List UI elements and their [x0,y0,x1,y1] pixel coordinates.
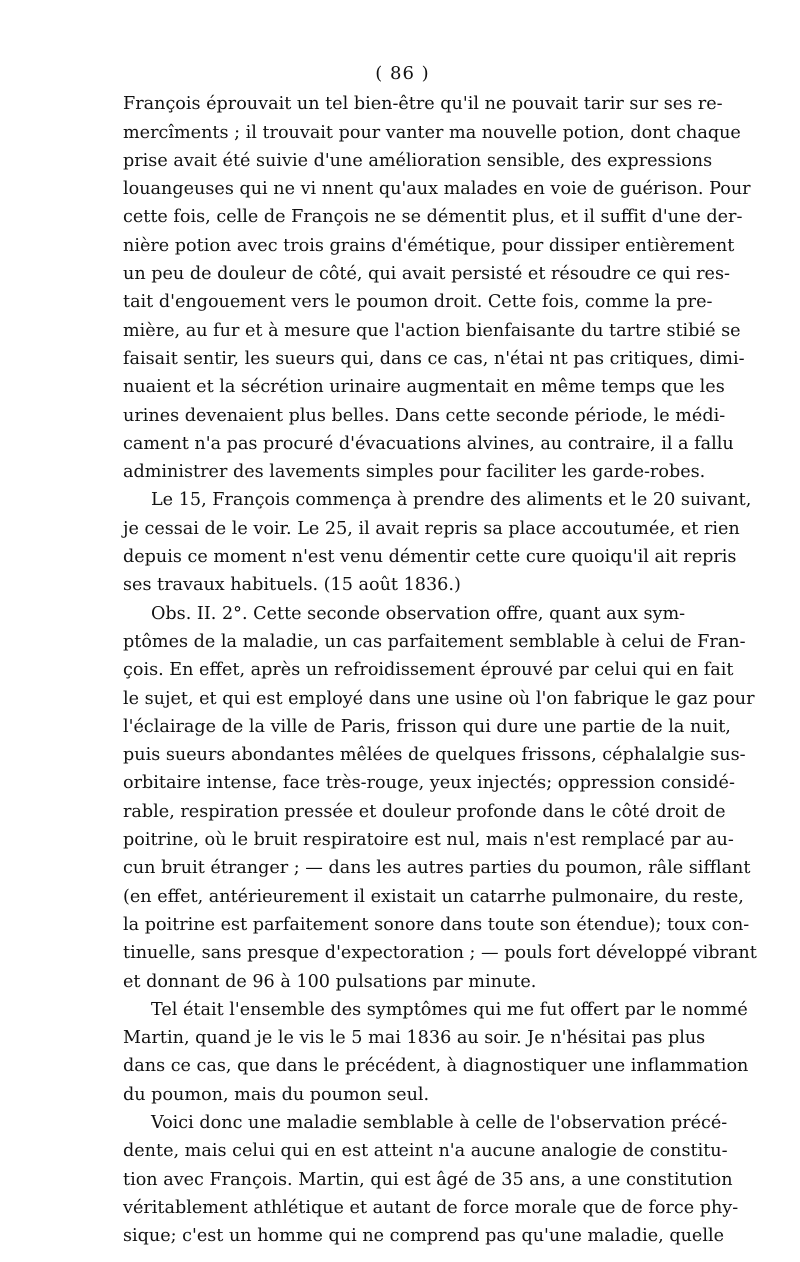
text-line: poitrine, où le bruit respiratoire est nul, mais n'est remplacé par au- [123,830,734,851]
text-line: tion avec François. Martin, qui est âgé de 35 ans, a une constitution [123,1169,733,1190]
text-line: (en effet, antérieurement il existait un catarrhe pulmonaire, du reste, [123,886,744,907]
text-line: ptômes de la maladie, un cas parfaitement semblable à celui de Fran- [123,631,746,652]
text-line: tait d'engouement vers le poumon droit. Cette fois, comme la pre- [123,292,713,313]
text-line: dente, mais celui qui en est atteint n'a aucune analogie de constitu- [123,1141,728,1162]
text-line: l'éclairage de la ville de Paris, frisson qui dure une partie de la nuit, [123,716,731,737]
page-body [123,90,757,1250]
text-line: mière, au fur et à mesure que l'action bienfaisante du tartre stibié se [123,320,741,341]
paragraph [123,90,751,486]
text-line: tinuelle, sans presque d'expectoration ; — pouls fort développé vibrant [123,943,757,964]
text-line: François éprouvait un tel bien-être qu'il ne pouvait tarir sur ses re- [123,94,723,115]
text-line: véritablement athlétique et autant de force morale que de force phy- [123,1197,739,1218]
paragraph [123,486,752,599]
text-line: puis sueurs abondantes mêlées de quelques frissons, céphalalgie sus- [123,745,746,766]
paragraph [123,1109,739,1250]
text-line: louangeuses qui ne vi nnent qu'aux malades en voie de guérison. Pour [123,179,751,200]
text-line: cette fois, celle de François ne se démentit plus, et il suffit d'une der- [123,207,743,228]
text-line: urines devenaient plus belles. Dans cette seconde période, le médi- [123,405,726,426]
text-line: faisait sentir, les sueurs qui, dans ce cas, n'étai nt pas critiques, dimi- [123,348,745,369]
text-line: administrer des lavements simples pour faciliter les garde-robes. [123,462,706,483]
text-line: ses travaux habituels. (15 août 1836.) [123,575,461,596]
book-page [123,60,757,1250]
text-line: Martin, quand je le vis le 5 mai 1836 au soir. Je n'hésitai pas plus [123,1028,706,1049]
text-line: nière potion avec trois grains d'émétique, pour dissiper entièrement [123,235,735,256]
text-line: Obs. II. 2°. Cette seconde observation offre, quant aux sym- [151,603,686,624]
text-line: dans ce cas, que dans le précédent, à diagnostiquer une inflammation [123,1056,749,1077]
text-line: sique; c'est un homme qui ne comprend pas qu'une maladie, quelle [123,1226,724,1247]
page-number: ( 86 ) [375,63,430,84]
text-line: cun bruit étranger ; — dans les autres parties du poumon, râle sifflant [123,858,751,879]
text-line: orbitaire intense, face très-rouge, yeux injectés; oppression considé- [123,773,735,794]
text-line: çois. En effet, après un refroidissement éprouvé par celui qui en fait [123,660,734,681]
text-line: cament n'a pas procuré d'évacuations alvines, au contraire, il a fallu [123,433,734,454]
text-line: Tel était l'ensemble des symptômes qui me fut offert par le nommé [151,999,748,1020]
text-line: Voici donc une maladie semblable à celle de l'observation précé- [151,1112,728,1133]
paragraph [123,996,749,1109]
text-line: Le 15, François commença à prendre des aliments et le 20 suivant, [151,490,752,511]
text-line: depuis ce moment n'est venu démentir cette cure quoiqu'il ait repris [123,547,737,568]
text-line: et donnant de 96 à 100 pulsations par minute. [123,971,537,992]
text-line: je cessai de le voir. Le 25, il avait repris sa place accoutumée, et rien [123,518,740,539]
text-line: prise avait été suivie d'une amélioration sensible, des expressions [123,150,713,171]
text-line: un peu de douleur de côté, qui avait persisté et résoudre ce qui res- [123,264,730,285]
paragraph [123,600,757,996]
text-line: nuaient et la sécrétion urinaire augmentait en même temps que les [123,377,725,398]
text-line: le sujet, et qui est employé dans une usine où l'on fabrique le gaz pour [123,688,755,709]
text-line: la poitrine est parfaitement sonore dans toute son étendue); toux con- [123,914,750,935]
text-line: mercîments ; il trouvait pour vanter ma nouvelle potion, dont chaque [123,122,741,143]
text-line: du poumon, mais du poumon seul. [123,1084,430,1105]
text-line: rable, respiration pressée et douleur profonde dans le côté droit de [123,801,726,822]
